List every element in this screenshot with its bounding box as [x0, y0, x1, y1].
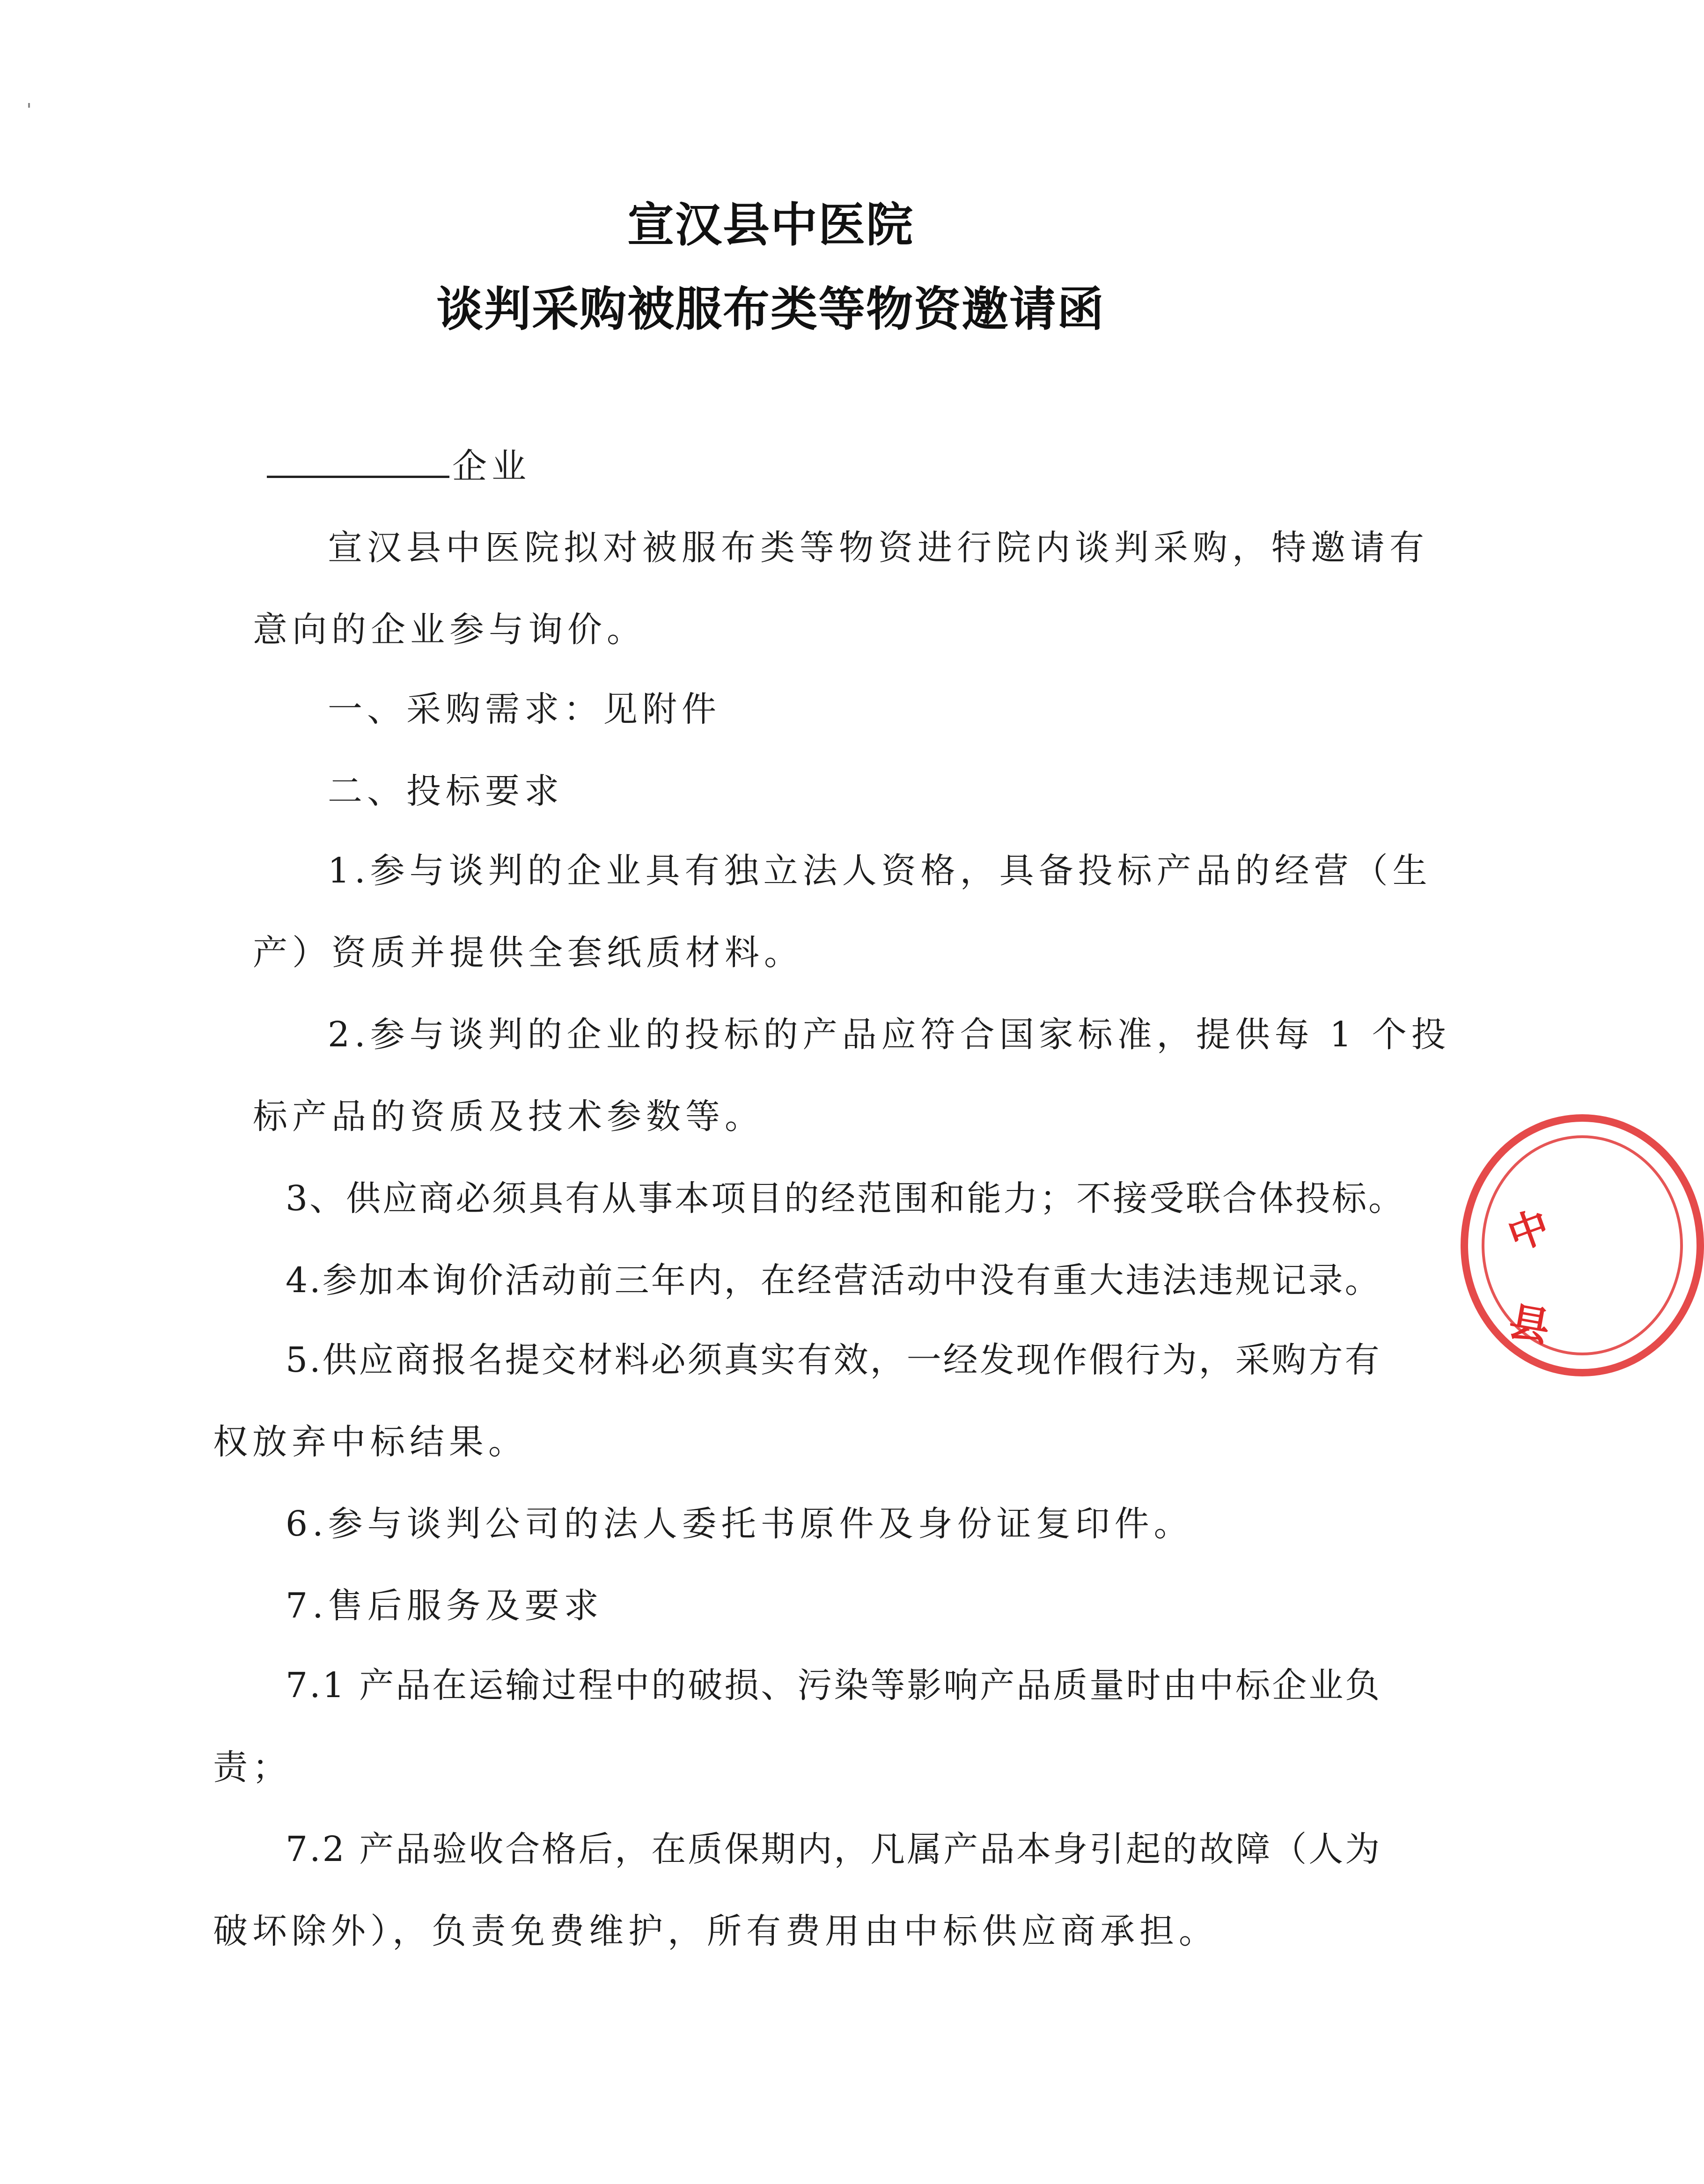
seal-character: 中 [1501, 1201, 1556, 1260]
item-7-2-line-2: 破坏除外），负责免费维护，所有费用由中标供应商承担。 [213, 1911, 1218, 1951]
item-5-line-1: 5.供应商报名提交材料必须真实有效，一经发现作假行为，采购方有 [286, 1340, 1381, 1380]
item-2-line-1: 2.参与谈判的企业的投标的产品应符合国家标准，提供每 1 个投 [328, 1015, 1451, 1055]
item-6: 6.参与谈判公司的法人委托书原件及身份证复印件。 [286, 1504, 1193, 1544]
seal-character: 县 [1505, 1298, 1553, 1352]
intro-line-2: 意向的企业参与询价。 [253, 610, 646, 650]
item-5-line-2: 权放弃中标结果。 [213, 1422, 528, 1462]
title-line-2: 谈判采购被服布类等物资邀请函 [436, 281, 1105, 337]
salutation-suffix: 企业 [452, 446, 531, 486]
item-7-heading: 7.售后服务及要求 [286, 1586, 603, 1626]
scan-speck [28, 103, 30, 108]
item-1-line-2: 产）资质并提供全套纸质材料。 [253, 933, 803, 973]
title-line-1: 宣汉县中医院 [627, 197, 914, 252]
item-7-2-line-1: 7.2 产品验收合格后，在质保期内，凡属产品本身引起的故障（人为 [286, 1829, 1382, 1869]
section-2-heading: 二、投标要求 [328, 771, 564, 811]
item-2-line-2: 标产品的资质及技术参数等。 [253, 1096, 764, 1137]
company-name-blank [267, 445, 449, 478]
item-7-1-line-1: 7.1 产品在运输过程中的破损、污染等影响产品质量时由中标企业负 [286, 1665, 1382, 1706]
item-3: 3、供应商必须具有从事本项目的经范围和能力；不接受联合体投标。 [286, 1178, 1405, 1219]
item-4: 4.参加本询价活动前三年内，在经营活动中没有重大违法违规记录。 [286, 1260, 1381, 1301]
intro-line-1: 宣汉县中医院拟对被服布类等物资进行院内谈判采购，特邀请有 [328, 528, 1429, 568]
item-7-1-line-2: 责； [213, 1747, 292, 1787]
salutation [267, 445, 531, 487]
section-1-heading: 一、采购需求：见附件 [328, 689, 721, 729]
item-1-line-1: 1.参与谈判的企业具有独立法人资格，具备投标产品的经营（生 [328, 851, 1432, 891]
